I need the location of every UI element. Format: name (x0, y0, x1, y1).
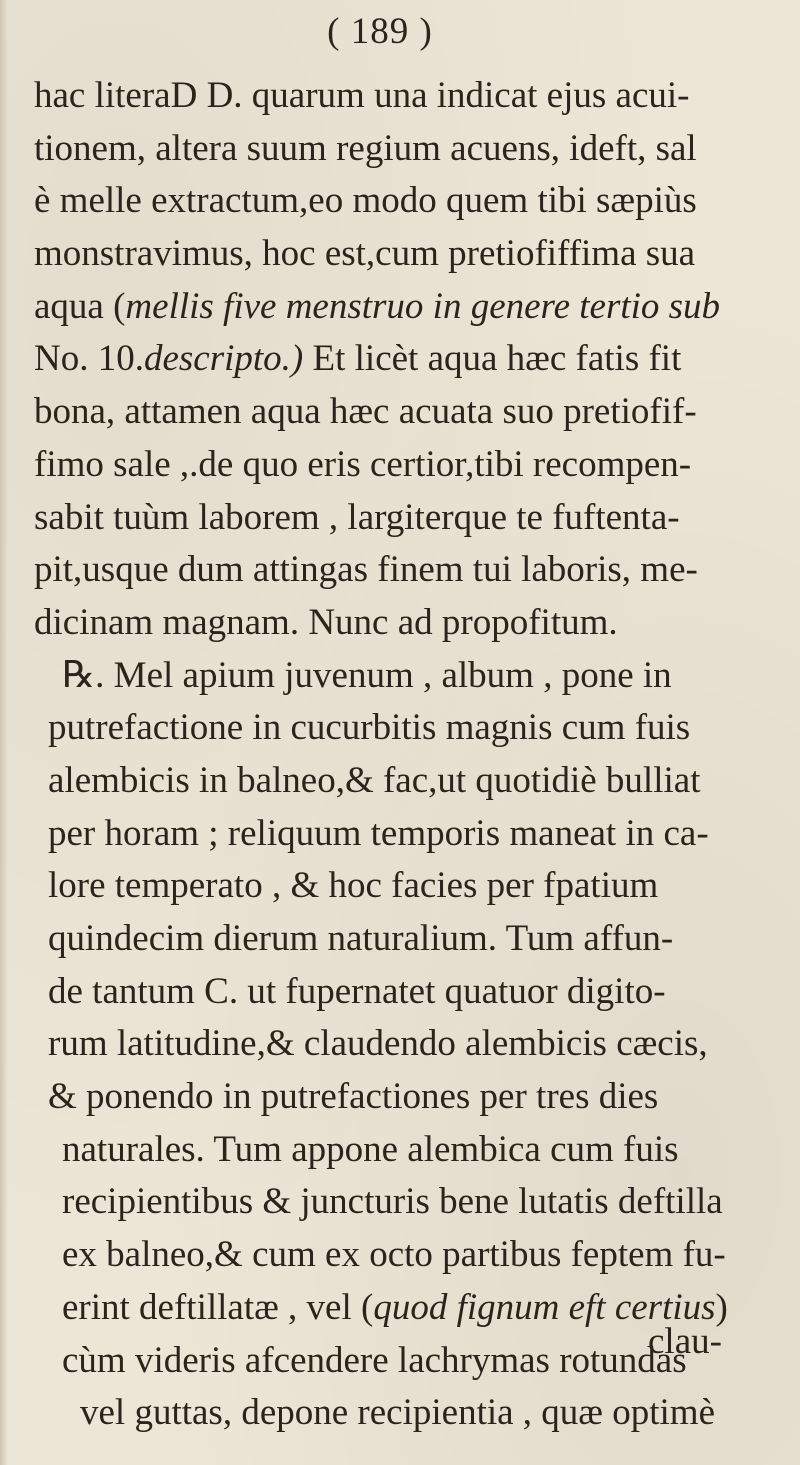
text-line: è melle extractum,eo modo quem tibi sæpiùs (34, 180, 697, 222)
text-line: lore temperato , & hoc facies per fpatium (48, 865, 659, 907)
text-line: dicinam magnam. Nunc ad propofitum. (34, 601, 618, 643)
text-line: cùm videris afcendere lachrymas rotundas (62, 1339, 687, 1381)
text-line: & ponendo in putrefactiones per tres dies (48, 1076, 659, 1118)
text-run: ) (715, 1286, 728, 1328)
italic-run: quod fignum eft certius (373, 1286, 716, 1328)
text-run: erint deftillatæ , vel ( (62, 1286, 374, 1328)
text-line: ℞. Mel apium juvenum , album , pone in (62, 654, 672, 696)
text-line: per horam ; reliquum temporis maneat in ca- (48, 812, 709, 854)
text-line: ex balneo,& cum ex octo partibus feptem fu- (62, 1234, 726, 1276)
text-run: Et licèt aqua hæc fatis fit (303, 338, 682, 380)
page-edge-shadow (0, 0, 8, 1465)
text-line: putrefactione in cucurbitis magnis cum fuis (48, 707, 691, 749)
text-line: hac literaD D. quarum una indicat ejus acui- (34, 75, 690, 116)
catchword: clau- (648, 1321, 722, 1362)
text-line: fimo sale ,.de quo eris certior,tibi recompen- (34, 443, 692, 485)
text-line: monstravimus, hoc est,cum pretiofiffima sua (34, 233, 696, 275)
text-line: recipientibus & juncturis bene lutatis deftilla (62, 1181, 723, 1223)
body-text (34, 70, 774, 1440)
text-line: rum latitudine,& claudendo alembicis cæcis, (48, 1023, 708, 1065)
text-line (34, 333, 774, 386)
text-line: sabit tuùm laborem , largiterque te fuftenta- (34, 496, 680, 538)
text-line: de tantum C. ut fupernatet quatuor digito- (48, 970, 666, 1012)
page-number: ( 189 ) (327, 11, 433, 52)
text-run: aqua ( (34, 285, 126, 327)
text-line: vel guttas, depone recipientia , quæ optimè (80, 1392, 715, 1434)
text-line: alembicis in balneo,& fac,ut quotidiè bulliat (48, 759, 701, 801)
text-run: No. 10. (34, 338, 144, 380)
italic-run: descripto.) (143, 338, 304, 380)
text-line: tionem, altera suum regium acuens, ideft, sal (34, 127, 697, 169)
text-line: bona, attamen aqua hæc acuata suo pretiofif- (34, 391, 697, 433)
italic-run: mellis five menstruo in genere tertio sub (125, 285, 721, 327)
text-line (34, 281, 774, 334)
text-line: quindecim dierum naturalium. Tum affun- (48, 918, 674, 959)
text-line: pit,usque dum attingas finem tui laboris, me- (34, 549, 698, 591)
text-line: naturales. Tum appone alembica cum fuis (62, 1128, 679, 1170)
